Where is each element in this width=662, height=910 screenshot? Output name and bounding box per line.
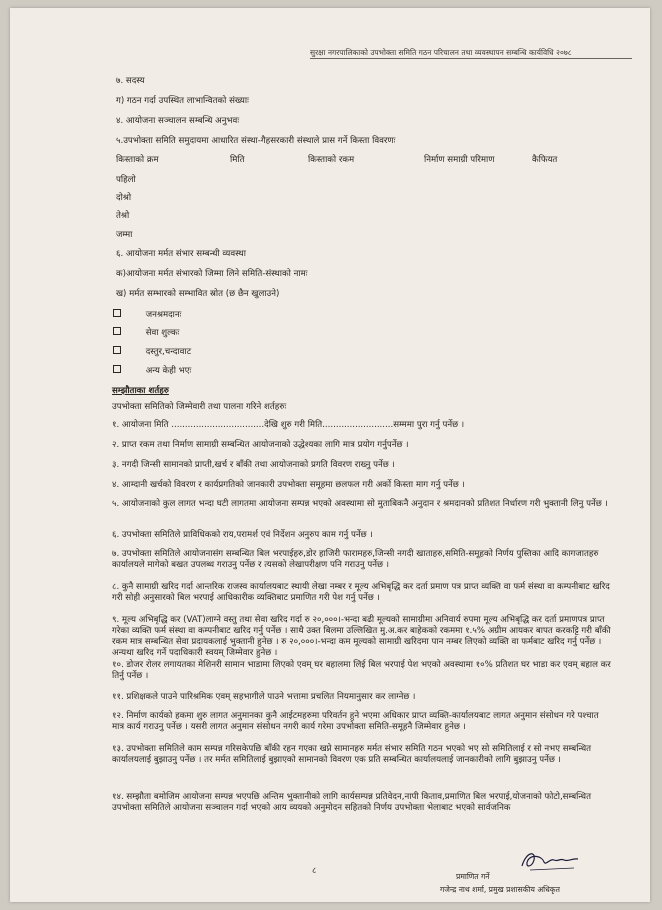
term-item-9: ९. मूल्य अभिबृद्धि कर (VAT)लाग्ने वस्तु तथा सेवा खरिद गर्दा रु २०,०००।-भन्दा बढी मूल्यको सामाग्रीमा अनिवार्य रुपमा मूल्य अभिबृद्धि कर दर्ता प्रमाणपत्र प्राप्त गरेका व्यक्ति फर्म संस्था वा कम्पनीबाट खरिद गर्नु पर्नेछ । साथै उक्त बिलमा उल्लिखित मु.अ.कर बाहेकको रकममा १.५% अग्रीम आयकर बापत करकट्टि गरी बाँकी रकम मात्र सम्बन्धित सेवा प्रदायकलाई भुक्तानी हुनेछ । रु २०,०००।-भन्दा कम मूल्यको सामाग्री खरिदमा पान नम्बर लिएको व्यक्ति वा फर्मबाट खरिद गर्नु पर्नेछ । अन्यथा खरिद गर्ने पदाधिकारी स्वयम् जिम्मेवार हुनेछ । — [112, 615, 611, 658]
term-item-11: ११. प्रशिक्षकले पाउने पारिश्रमिक एवम् सहभागीले पाउने भत्तामा प्रचलित नियमानुसार कर लाग्नेछ । — [112, 692, 416, 702]
installment-details-line: ५.उपभोक्ता समिति समुदायमा आधारित संस्था-गैहसरकारी संस्थाले प्रास गर्ने किस्ता विवरणः — [116, 136, 396, 146]
term-item-2: २. प्राप्त रकम तथा निर्माण सामाग्री सम्बन्धित आयोजनाको उद्धेश्यका लागि मात्र प्रयोग गर्नुपर्नेछ । — [112, 440, 409, 450]
experience-line: ४. आयोजना सञ्चालन सम्बन्धि अनुभवः — [116, 116, 240, 126]
certified-label: प्रमाणित गर्ने — [456, 872, 490, 881]
col-remarks: कैफियत — [532, 155, 558, 165]
term-item-13: १३. उपभोक्ता समितिले काम सम्पन्न गरिसकेपछि बाँकी रहन गएका खप्ने सामानहरु मर्मत संभार समिति गठन भएको भए सो समितिलाई र सो नभए सम्बन्धित कार्यालयलाई बुझाउनु पर्नेछ । तर मर्मत समितिलाई बुझाएको सामानको विवरण एक प्रति सम्बन्धित कार्यालयलाई जानकारीको लागि बुझाउनु पर्नेछ । — [112, 744, 592, 765]
terms-intro: उपभोक्ता समितिको जिम्मेवारी तथा पालना गरिने शर्तहरुः — [112, 402, 287, 412]
term-item-7: ७. उपभोक्ता समितिले आयोजनासंग सम्बन्धित बिल भरपाईहरु,डोर हाजिरी फारामहरु,जिन्सी नगदी खाताहरु,समिति-समूहको निर्णय पुस्तिका आदि कागजातहरु कार्यालयले मागेको बखत उपलब्ध गराउनु पर्नेछ र त्यसको लेखापरीक्षण पनि गराउनु पर्नेछ । — [112, 549, 599, 570]
maintenance-committee-line: क)आयोजना मर्मत संभारको जिम्मा लिने समिति-संस्थाको नामः — [116, 269, 308, 279]
table-row-third: तेश्रो — [116, 211, 130, 221]
term-item-3: ३. नगदी जिन्सी सामानको प्राप्ती,खर्च र बाँकी तथा आयोजनाको प्रगति विवरण राख्नु पर्नेछ । — [112, 460, 395, 470]
checkbox-icon — [113, 365, 121, 373]
term-item-12: १२. निर्माण कार्यको हकमा शुरु लागत अनुमानका कुनै आईटमहरुमा परिवर्तन हुने भएमा अधिकार प्राप्त व्यक्ति-कार्यालयबाट लागत अनुमान संसोधन गरे पश्चात मात्र कार्य गराउनु पर्नेछ । यसरी लागत अनुमान संसोधन नगरी कार्य गरेमा उपभोक्ता समिति-समूहनै जिम्मेवार हुनेछ । — [112, 711, 599, 732]
option-fee-donation: दस्तुर,चन्दावाट — [113, 346, 191, 358]
option-labor-donation: जनश्रमदानः — [113, 309, 181, 321]
signature-icon — [516, 846, 582, 874]
term-item-5: ५. आयोजनाको कुल लागत भन्दा घटी लागतमा आयोजना सम्पन्न भएको अवस्थामा सो मुताबिकनै अनुदान र श्रमदानको प्रतिशत निर्धारण गरी भुक्तानी लिनु पर्नेछ । — [112, 499, 608, 509]
table-row-total: जम्मा — [116, 230, 133, 240]
table-row-second: दोश्रो — [116, 193, 132, 203]
maintenance-source-line: ख) मर्मत सम्भारको सम्भावित स्रोत (छ छैन खुलाउने) — [116, 289, 280, 299]
option-other: अन्य केही भएः — [113, 365, 191, 377]
header-divider — [310, 58, 632, 59]
table-row-first: पहिलो — [116, 175, 136, 185]
certifier-name: गजेन्द्र नाथ शर्मा, प्रमुख प्रशासकीय अधिकृत — [440, 885, 560, 894]
col-date: मिति — [230, 155, 245, 165]
document-page — [10, 8, 650, 902]
maintenance-title: ६. आयोजना मर्मत संभार सम्बन्धी व्यवस्था — [116, 249, 246, 259]
member-line: ७. सदस्य — [116, 76, 145, 86]
col-material-quantity: निर्माण समाग्री परिमाण — [424, 155, 495, 165]
attendance-line: ग) गठन गर्दा उपस्थित लाभान्वितको संख्याः — [116, 96, 249, 106]
term-item-10: १०. डोजर रोलर लगायतका मेशिनरी सामान भाडामा लिएको एवम् घर बहालमा लिई बिल भरपाई पेश भएको अवस्थामा १०% प्रतिशत घर भाडा कर एवम् बहाल कर तिर्नु पर्नेछ । — [112, 660, 611, 681]
document-header: सुरक्षा नगरपालिकाको उपभोक्ता समिति गठन परिचालन तथा व्यवस्थापन सम्बन्धि कार्यविधि २०७८ — [310, 48, 572, 57]
col-amount: किस्ताको रकम — [308, 155, 355, 165]
option-service-fee: सेवा शुल्कः — [113, 327, 179, 339]
term-item-6: ६. उपभोक्ता समितिले प्राविधिकको राय,परामर्श एवं निर्देशन अनुरुप काम गर्नु पर्नेछ । — [112, 530, 373, 540]
term-item-1: १. आयोजना मिति ..................................देखि शुरु गरी मिति..........................सम्ममा पुरा गर्नु पर्नेछ । — [112, 420, 465, 430]
term-item-8: ८. कुनै सामाग्री खरिद गर्दा आन्तरिक राजस्व कार्यालयबाट स्थायी लेखा नम्बर र मूल्य अभिबृद्धि कर दर्ता प्रमाण पत्र प्राप्त व्यक्ति वा फर्म संस्था वा कम्पनीबाट खरिद गरी सोही अनुसारको बिल भरपाई आधिकारीक व्यक्तिबाट प्रमाणित गरी पेश गर्नु पर्नेछ । — [112, 582, 610, 603]
checkbox-icon — [113, 346, 121, 354]
checkbox-icon — [113, 309, 121, 317]
installment-table-header — [10, 155, 650, 167]
term-item-4: ४. आम्दानी खर्चको विवरण र कार्यप्रगतिको जानकारी उपभोक्ता समूहमा छलफल गरी अर्को किस्ता माग गर्नु पर्नेछ । — [112, 480, 465, 490]
checkbox-icon — [113, 327, 121, 335]
terms-heading: सम्झौताका शर्तहरु — [112, 386, 169, 396]
col-installment-order: किस्ताको क्रम — [116, 155, 159, 165]
term-item-14: १४. सम्झौता बमोजिम आयोजना सम्पन्न भएपछि अन्तिम भुक्तानीको लागि कार्यसम्पन्न प्रतिवेदन,नापी किताव,प्रमाणित बिल भरपाई,योजनाको फोटो,सम्बन्धित उपभोक्ता समितिले आयोजना सञ्चालन गर्दा भएको आय व्ययको अनुमोदन सहितको निर्णय उपभोक्ता भेलाबाट भएको सार्वजनिक — [112, 792, 591, 813]
page-number: ८ — [312, 866, 317, 876]
